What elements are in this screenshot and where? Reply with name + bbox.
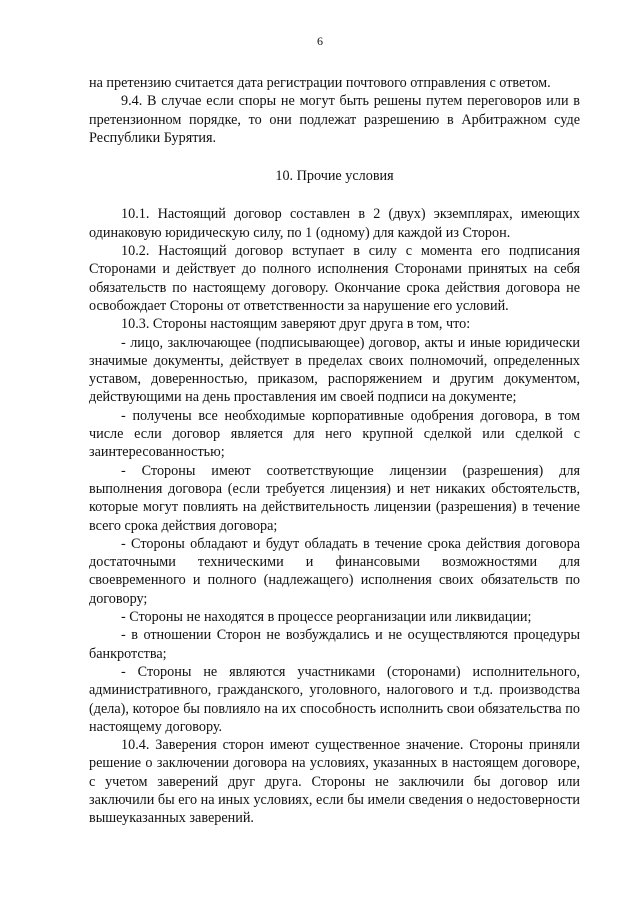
- spacer: [89, 147, 580, 167]
- assurance-item: - Стороны обладают и будут обладать в течение срока действия договора достаточными техническими и финансовыми возможностями для своевременного и полного (надлежащего) исполнения своих обязательств по договору;: [89, 535, 580, 607]
- paragraph-9-4: 9.4. В случае если споры не могут быть решены путем переговоров или в претензионном порядке, то они подлежат разрешению в Арбитражном суде Республики Бурятия.: [89, 93, 580, 146]
- assurance-item: - Стороны не являются участниками (сторонами) исполнительного, административного, гражданского, уголовного, налогового и т.д. производства (дела), которое бы повлияло на их способность исполнить свои обязательства по настоящему договору.: [89, 663, 580, 735]
- paragraph-10-2: 10.2. Настоящий договор вступает в силу с момента его подписания Сторонами и действует до полного исполнения Сторонами принятых на себя обязательств по настоящему договору. Окончание срока действия договора не освобождает Стороны от ответственности за нарушение его условий.: [89, 243, 580, 314]
- assurance-item: - Стороны имеют соответствующие лицензии (разрешения) для выполнения договора (если требуется лицензия) и нет никаких обстоятельств, которые могут повлиять на действительность лицензии (разрешения) в течение всего срока действия договора;: [89, 462, 580, 534]
- assurance-item: - лицо, заключающее (подписывающее) договор, акты и иные юридически значимые документы, действует в пределах своих полномочий, определенных уставом, доверенностью, приказом, распоряжением и другим документом, действующими на день проставления им своей подписи на документе;: [89, 334, 580, 406]
- paragraph-10-1: 10.1. Настоящий договор составлен в 2 (двух) экземплярах, имеющих одинаковую юридическую силу, по 1 (одному) для каждой из Сторон.: [89, 206, 580, 241]
- document-body: [89, 74, 580, 828]
- section-heading-10: 10. Прочие условия: [275, 168, 394, 185]
- assurance-item: - Стороны не находятся в процессе реорганизации или ликвидации;: [121, 609, 532, 626]
- paragraph-10-4: 10.4. Заверения сторон имеют существенное значение. Стороны приняли решение о заключении договора на условиях, указанных в настоящем договоре, с учетом заверений друг друга. Стороны не заключили бы договор или заключили бы его на иных условиях, если бы имели сведения о недостоверности вышеуказанных заверений.: [89, 737, 580, 827]
- paragraph-10-3: 10.3. Стороны настоящим заверяют друг друга в том, что:: [121, 316, 471, 333]
- assurance-item: - получены все необходимые корпоративные одобрения договора, в том числе если договор является для него крупной сделкой или сделкой с заинтересованностью;: [89, 407, 580, 461]
- page-number: 6: [317, 34, 323, 48]
- assurance-item: - в отношении Сторон не возбуждались и не осуществляются процедуры банкротства;: [89, 627, 580, 662]
- paragraph-9-3-continuation: на претензию считается дата регистрации почтового отправления с ответом.: [89, 75, 551, 91]
- spacer: [89, 185, 580, 205]
